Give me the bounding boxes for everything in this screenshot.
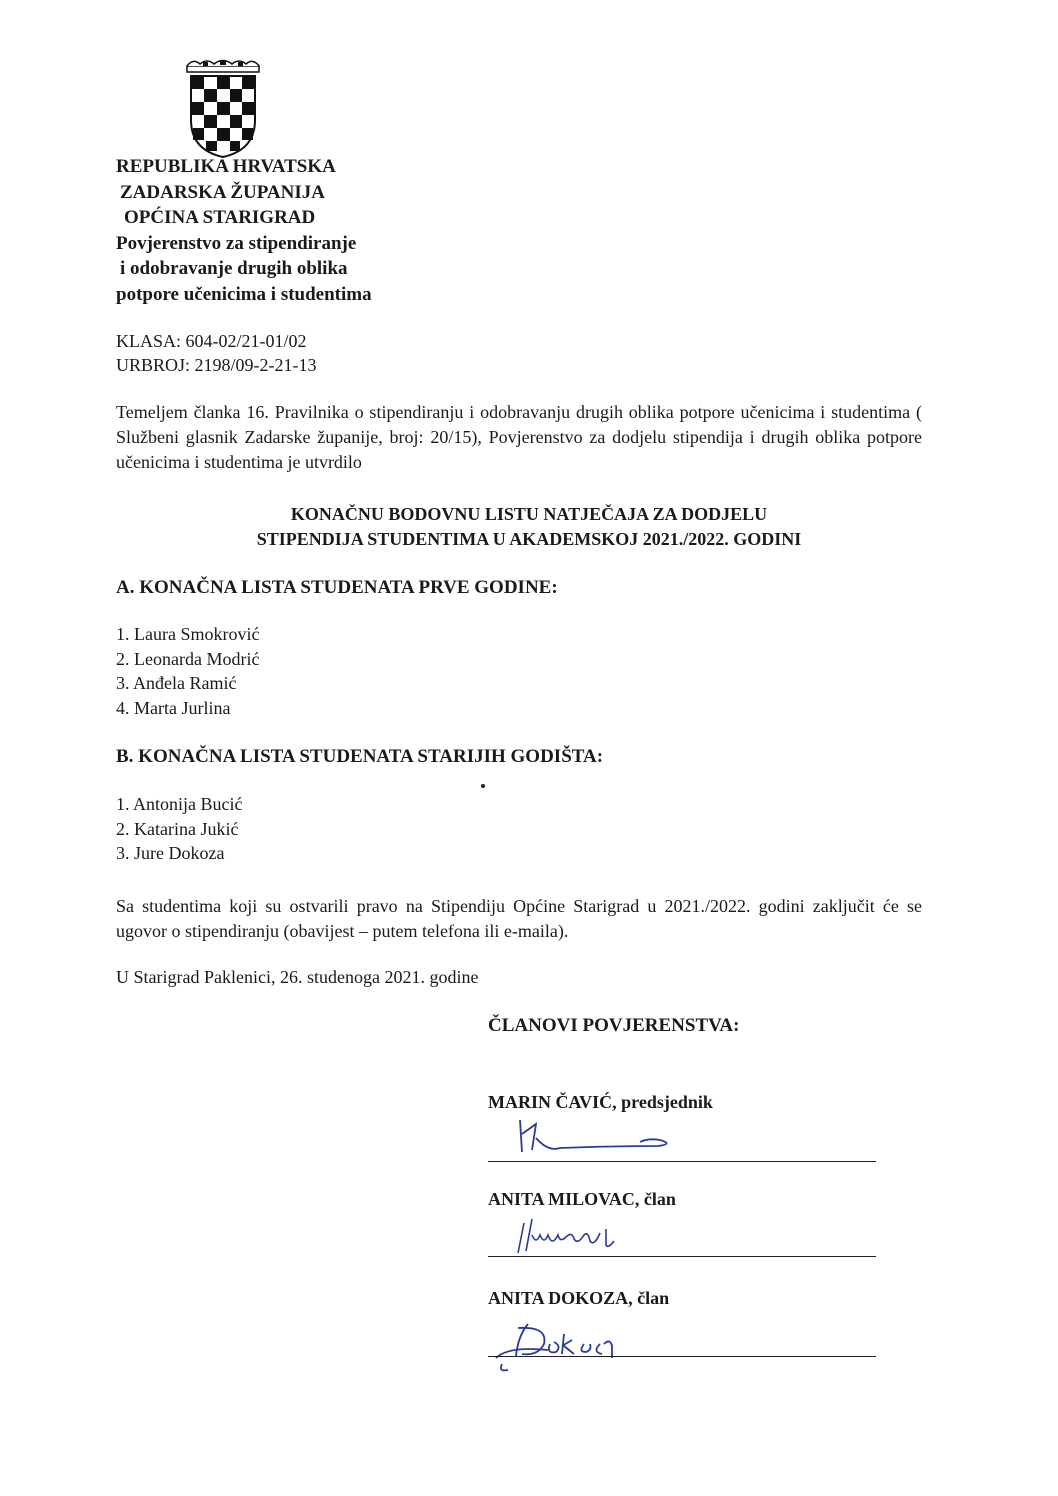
list-item: 3. Anđela Ramić [116, 673, 237, 693]
section-a-heading: A. KONAČNA LISTA STUDENATA PRVE GODINE: [116, 577, 558, 598]
header-county: ZADARSKA ŽUPANIJA [120, 181, 325, 203]
signature-line [488, 1256, 876, 1257]
list-item: 2. Katarina Jukić [116, 818, 239, 839]
list-item: 3. Jure Dokoza [116, 843, 225, 863]
croatian-coat-of-arms-icon [183, 58, 263, 158]
header-municipality: OPĆINA STARIGRAD [124, 207, 316, 228]
signature-icon [488, 1112, 688, 1162]
member-dokoza [488, 1288, 878, 1309]
signature-line [488, 1356, 876, 1357]
member-president [488, 1092, 878, 1113]
signature-line [488, 1161, 876, 1162]
header-committee-line1: Povjerenstvo za stipendiranje [116, 232, 357, 254]
list-item: 4. Marta Jurlina [116, 697, 231, 718]
title-line2: STIPENDIJA STUDENTIMA U AKADEMSKOJ 2021./2022. GODINI [256, 529, 802, 549]
members-heading: ČLANOVI POVJERENSTVA: [488, 1015, 740, 1036]
urbroj-number: URBROJ: 2198/09-2-21-13 [116, 355, 317, 375]
document-title [116, 502, 942, 552]
stray-dot [481, 784, 485, 788]
member-name: ANITA DOKOZA, član [488, 1288, 670, 1308]
signature-icon [488, 1316, 688, 1376]
header-committee-line3: potpore učenicima i studentima [116, 283, 372, 305]
list-item: 1. Laura Smokrović [116, 624, 260, 644]
title-line1: KONAČNU BODOVNU LISTU NATJEČAJA ZA DODJELU [290, 504, 768, 524]
member-name: MARIN ČAVIĆ, predsjednik [488, 1092, 713, 1112]
issuer-header [116, 154, 372, 307]
list-item: 1. Antonija Bucić [116, 794, 243, 814]
intro-paragraph: Temeljem članka 16. Pravilnika o stipendiranju i odobravanju drugih oblika potpore učenicima i studentima ( Službeni glasnik Zadarske županije, broj: 20/15), Povjerenstvo za dodjelu stipendija i drugih oblika potpore učenicima i studentima je utvrdilo [116, 402, 922, 472]
member-milovac [488, 1189, 878, 1210]
signature-icon [488, 1209, 688, 1259]
header-country: REPUBLIKA HRVATSKA [116, 156, 336, 177]
place-and-date: U Starigrad Paklenici, 26. studenoga 2021. godine [116, 967, 479, 987]
section-a-list [116, 622, 259, 720]
section-b-list [116, 792, 242, 866]
klasa-number: KLASA: 604-02/21-01/02 [116, 331, 307, 351]
section-b-heading: B. KONAČNA LISTA STUDENATA STARIJIH GODIŠTA: [116, 746, 604, 767]
member-name: ANITA MILOVAC, član [488, 1189, 676, 1209]
closing-paragraph: Sa studentima koji su ostvarili pravo na Stipendiju Općine Starigrad u 2021./2022. godini zaključit će se ugovor o stipendiranju (obavijest – putem telefona ili e-maila). [116, 896, 922, 941]
list-item: 2. Leonarda Modrić [116, 648, 260, 669]
reference-numbers [116, 329, 317, 377]
header-committee-line2: i odobravanje drugih oblika [120, 258, 348, 279]
